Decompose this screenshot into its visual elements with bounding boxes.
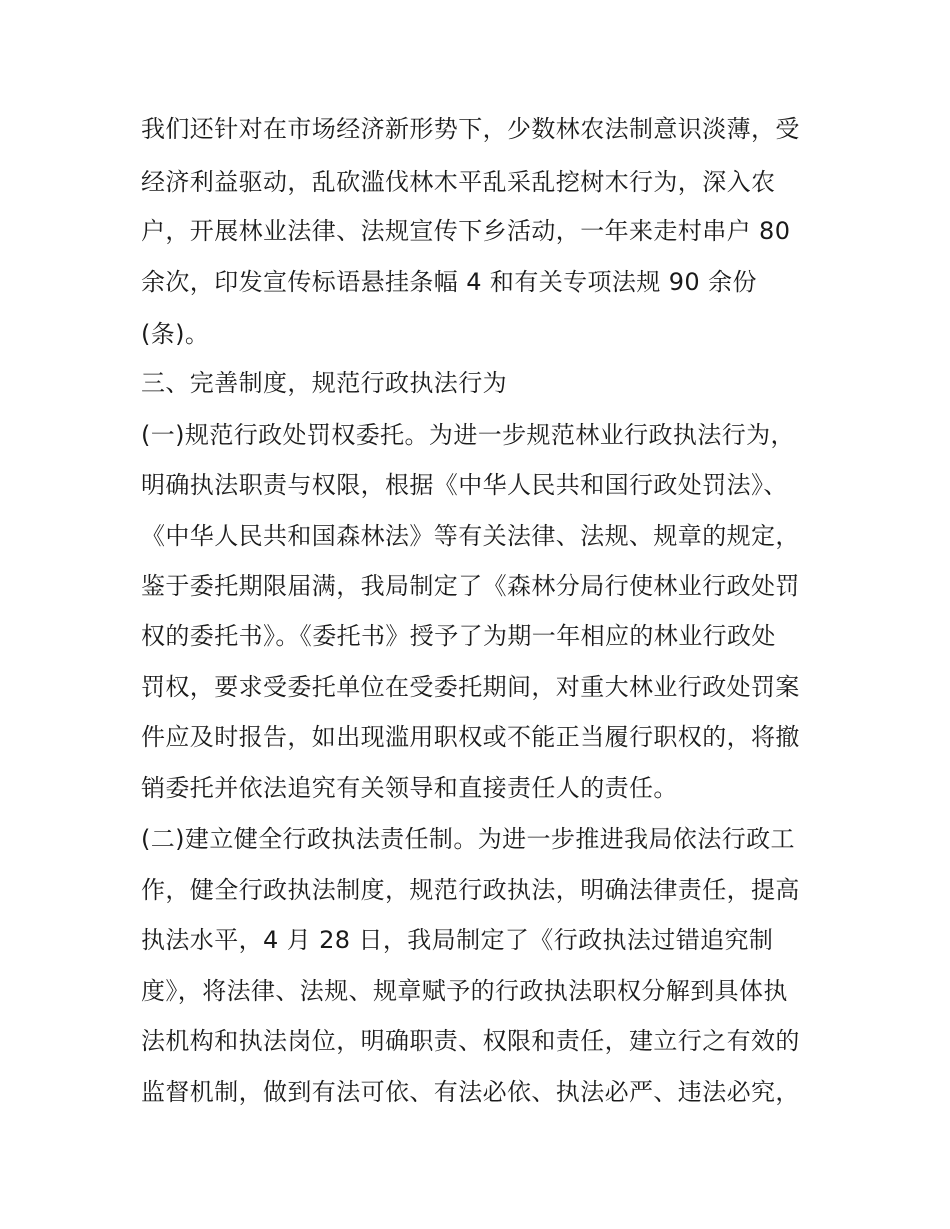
- text-line: 我们还针对在市场经济新形势下，少数林农法制意识淡薄，受: [141, 115, 800, 143]
- text-line: 户，开展林业法律、法规宣传下乡活动，一年来走村串户 80: [141, 217, 791, 245]
- text-line: 《中华人民共和国森林法》等有关法律、法规、规章的规定，: [141, 522, 800, 550]
- section-heading: 三、完善制度，规范行政执法行为: [141, 369, 507, 397]
- text-line: 作，健全行政执法制度，规范行政执法，明确法律责任，提高: [141, 876, 800, 904]
- text-line: (一)规范行政处罚权委托。为进一步规范林业行政执法行为，: [141, 421, 795, 449]
- text-line: 销委托并依法追究有关领导和直接责任人的责任。: [141, 774, 678, 802]
- text-line: 法机构和执法岗位，明确职责、权限和责任，建立行之有效的: [141, 1027, 800, 1055]
- text-line: 明确执法职责与权限，根据《中华人民共和国行政处罚法》、: [141, 471, 788, 499]
- text-line: (二)建立健全行政执法责任制。为进一步推进我局依法行政工: [141, 825, 795, 853]
- text-line: 件应及时报告，如出现滥用职权或不能正当履行职权的，将撤: [141, 723, 800, 751]
- text-line: 鉴于委托期限届满，我局制定了《森林分局行使林业行政处罚: [141, 572, 800, 600]
- text-line: 余次，印发宣传标语悬挂条幅 4 和有关专项法规 90 余份: [141, 268, 757, 296]
- text-line: 经济利益驱动，乱砍滥伐林木平乱采乱挖树木行为，深入农: [141, 168, 776, 196]
- text-line: 执法水平，4 月 28 日，我局制定了《行政执法过错追究制: [141, 926, 774, 954]
- text-line: 权的委托书》。《委托书》授予了为期一年相应的林业行政处: [141, 622, 776, 650]
- text-line: 度》，将法律、法规、规章赋予的行政执法职权分解到具体执: [141, 977, 788, 1005]
- text-line: 监督机制，做到有法可依、有法必依、执法必严、违法必究，: [141, 1078, 800, 1106]
- text-line: 罚权，要求受委托单位在受委托期间，对重大林业行政处罚案: [141, 673, 800, 701]
- text-line: (条)。: [141, 320, 210, 348]
